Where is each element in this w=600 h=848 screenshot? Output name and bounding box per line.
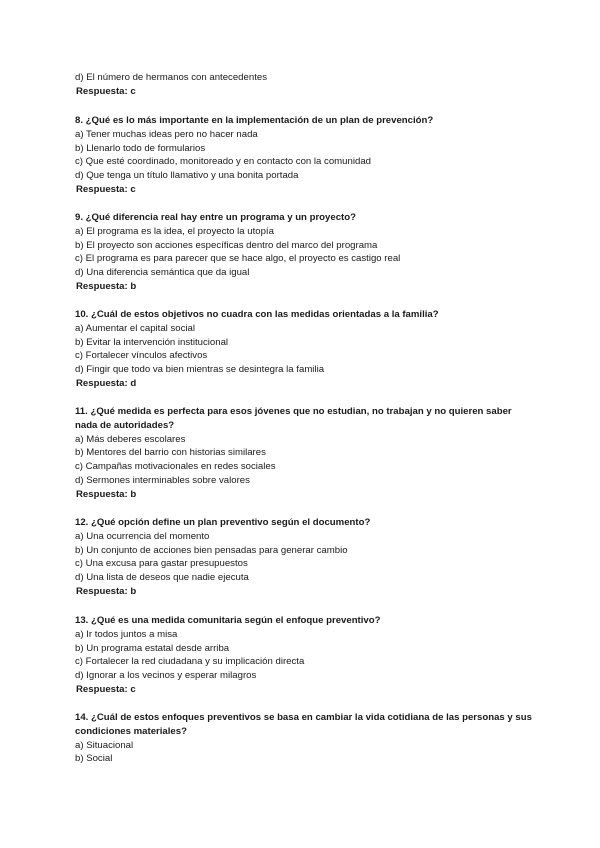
question-8	[75, 114, 535, 197]
option-d: d) Que tenga un título llamativo y una bonita portada	[75, 170, 299, 182]
option-d: d) Sermones interminables sobre valores	[75, 474, 250, 486]
option-b: b) Un programa estatal desde arriba	[75, 642, 230, 654]
answer-label: Respuesta: c	[76, 683, 136, 695]
question-text: 8. ¿Qué es lo más importante en la implementación de un plan de prevención?	[75, 115, 434, 126]
option-d: d) Fingir que todo va bien mientras se desintegra la familia	[75, 364, 325, 376]
option-a: a) Una ocurrencia del momento	[75, 530, 210, 542]
option-a: a) Situacional	[75, 739, 134, 751]
answer-label: Respuesta: b	[76, 585, 137, 597]
option-d: d) Una lista de deseos que nadie ejecuta	[75, 572, 249, 584]
option-c: c) El programa es para parecer que se hace algo, el proyecto es castigo real	[75, 253, 401, 265]
option-c: c) Una excusa para gastar presupuestos	[75, 558, 248, 570]
option-b: b) Llenarlo todo de formularios	[75, 142, 206, 154]
answer-label: Respuesta: c	[76, 183, 136, 195]
question-text: 12. ¿Qué opción define un plan preventivo según el documento?	[75, 517, 371, 528]
option-c: c) Fortalecer la red ciudadana y su implicación directa	[75, 656, 305, 668]
option-c: c) Que esté coordinado, monitoreado y en contacto con la comunidad	[75, 156, 371, 168]
option-d: d) Una diferencia semántica que da igual	[75, 267, 250, 279]
answer-label: Respuesta: b	[76, 488, 137, 500]
option-c: c) Fortalecer vínculos afectivos	[75, 350, 208, 362]
option-b: b) Un conjunto de acciones bien pensadas para generar cambio	[75, 544, 348, 556]
option-d: d) El número de hermanos con antecedentes	[75, 72, 267, 83]
question-11	[75, 405, 535, 502]
question-text: 10. ¿Cuál de estos objetivos no cuadra con las medidas orientadas a la familia?	[75, 309, 439, 320]
question-9	[75, 211, 535, 294]
answer-label: Respuesta: c	[76, 85, 136, 97]
question-12	[75, 516, 535, 599]
question-14	[75, 711, 535, 766]
option-a: a) Tener muchas ideas pero no hacer nada	[75, 128, 258, 140]
question-13	[75, 614, 535, 697]
answer-label: Respuesta: d	[76, 377, 137, 389]
question-text: 9. ¿Qué diferencia real hay entre un programa y un proyecto?	[75, 212, 356, 223]
question-text: 11. ¿Qué medida es perfecta para esos jóvenes que no estudian, no trabajan y no quieren saber nada de autoridades?	[75, 406, 512, 431]
option-a: a) El programa es la idea, el proyecto la utopía	[75, 225, 274, 237]
question-7-tail	[75, 71, 535, 99]
option-b: b) El proyecto son acciones específicas dentro del marco del programa	[75, 239, 378, 251]
option-b: b) Evitar la intervención institucional	[75, 336, 229, 348]
option-b: b) Mentores del barrio con historias similares	[75, 447, 266, 459]
question-10	[75, 308, 535, 391]
option-a: a) Aumentar el capital social	[75, 322, 195, 334]
option-a: a) Más deberes escolares	[75, 433, 186, 445]
option-c: c) Campañas motivacionales en redes sociales	[75, 461, 276, 473]
option-a: a) Ir todos juntos a misa	[75, 628, 178, 640]
answer-label: Respuesta: b	[76, 280, 137, 292]
option-b: b) Social	[75, 753, 113, 765]
question-text: 13. ¿Qué es una medida comunitaria según el enfoque preventivo?	[75, 615, 381, 626]
question-text: 14. ¿Cuál de estos enfoques preventivos se basa en cambiar la vida cotidiana de las personas y sus condiciones materiales?	[75, 712, 532, 737]
option-d: d) Ignorar a los vecinos y esperar milagros	[75, 670, 257, 682]
